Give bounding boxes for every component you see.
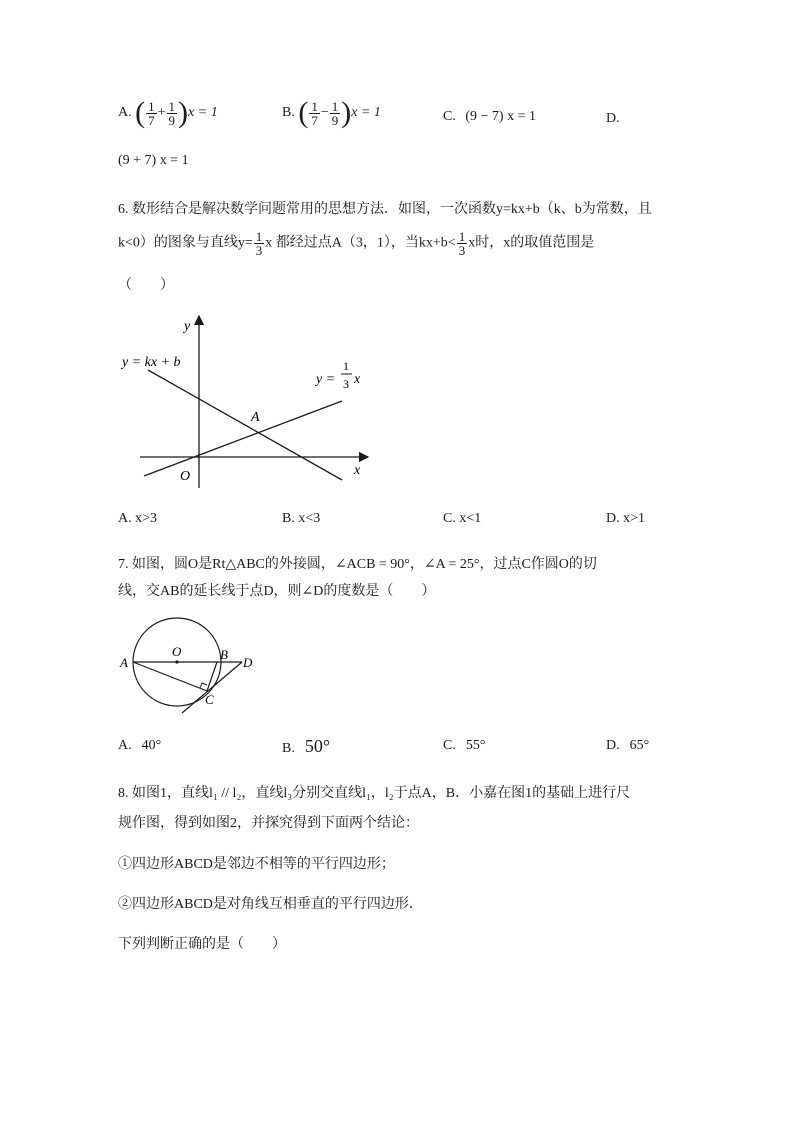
q6-origin-label: O [180,469,191,484]
q8-stem-line1: 8. 如图1，直线l₁ // l₂，直线l₃分别交直线l₁，l₂于点A，B．小嘉在图1的基础上进行尺 [118,786,631,801]
q6-line-third-x [144,401,342,476]
q6-answer-blank: （ ） [118,278,174,293]
q6-option-b: B. x<3 [282,511,321,526]
q7-option-c: C. 55° [443,738,486,753]
q6-stem-line1: 6. 数形结合是解决数学问题常用的思想方法．如图，一次函数y=kx+b（k、b为常数，且 [118,202,652,217]
q5-option-c-expr: (9 − 7) x = 1 [465,109,536,124]
q7-label-b: B [220,647,228,662]
q7-label-o: O [172,644,182,659]
q6-line1-label: y = kx + b [122,355,181,370]
q6-option-a: A. x>3 [118,511,158,526]
q7-label-a: A [120,655,128,670]
q7-option-a: A. 40° [118,738,162,753]
q5-option-d-expr: (9 + 7) x = 1 [118,153,189,168]
q5-option-d-letter: D. [606,111,620,126]
q6-x-axis-label: x [354,463,361,478]
q7-center-dot [175,660,178,663]
q6-graph [110,308,380,498]
q8-conclusion-2: ②四边形ABCD是对角线互相垂直的平行四边形． [118,897,423,912]
q6-line2-label-den: 3 [343,377,349,391]
q6-line2-label-post: x [354,372,361,387]
q8-question: 下列判断正确的是（ ） [118,937,286,952]
q7-right-angle-mark [200,683,207,688]
q8-stem-line2: 规作图，得到如图2，并探究得到下面两个结论： [118,816,419,831]
q7-figure [116,612,266,720]
q6-stem-line2: k<0）的图象与直线y= $\frac{1}{3}$ x 都经过点A（3，1），当kx+b< $\frac{1}{3}$ x时，x的取值范围是 [118,229,595,258]
q5-option-a: A. ( $\frac{1}{7}$ + $\frac{1}{9}$ )x = 1 [118,96,218,129]
q5-option-b-letter: B. [282,105,295,121]
q7-segment-bc [207,662,217,691]
q6-y-axis-label: y [184,319,191,334]
q7-option-d: D. 65° [606,738,650,753]
q8-conclusion-1: ①四边形ABCD是邻边不相等的平行四边形； [118,857,395,872]
q6-option-d: D. x>1 [606,511,646,526]
q7-segment-ac [133,662,207,691]
q6-line2-label-pre: y = [316,372,336,387]
q5-option-b-rhs: x = 1 [351,105,381,121]
q5-option-c [443,109,536,125]
q6-option-c: C. x<1 [443,511,482,526]
q5-option-b: B. ( $\frac{1}{7}$ − $\frac{1}{9}$ )x = 1 [282,96,381,129]
q6-point-a-label: A [251,410,260,425]
q5-option-c-letter: C. [443,109,456,124]
q7-label-c: C [205,692,214,707]
q7-stem-line1: 7. 如图，圆O是Rt△ABC的外接圆，∠ACB = 90°，∠A = 25°，过点C作圆O的切 [118,557,597,572]
q7-option-b: B. 50° [282,736,331,756]
q7-label-d: D [243,655,253,670]
q7-stem-line2: 线，交AB的延长线于点D，则∠D的度数是（ ） [118,584,436,599]
q6-line2-label-num: 1 [343,359,349,373]
q5-option-a-letter: A. [118,105,132,121]
q5-option-a-rhs: x = 1 [188,105,218,121]
